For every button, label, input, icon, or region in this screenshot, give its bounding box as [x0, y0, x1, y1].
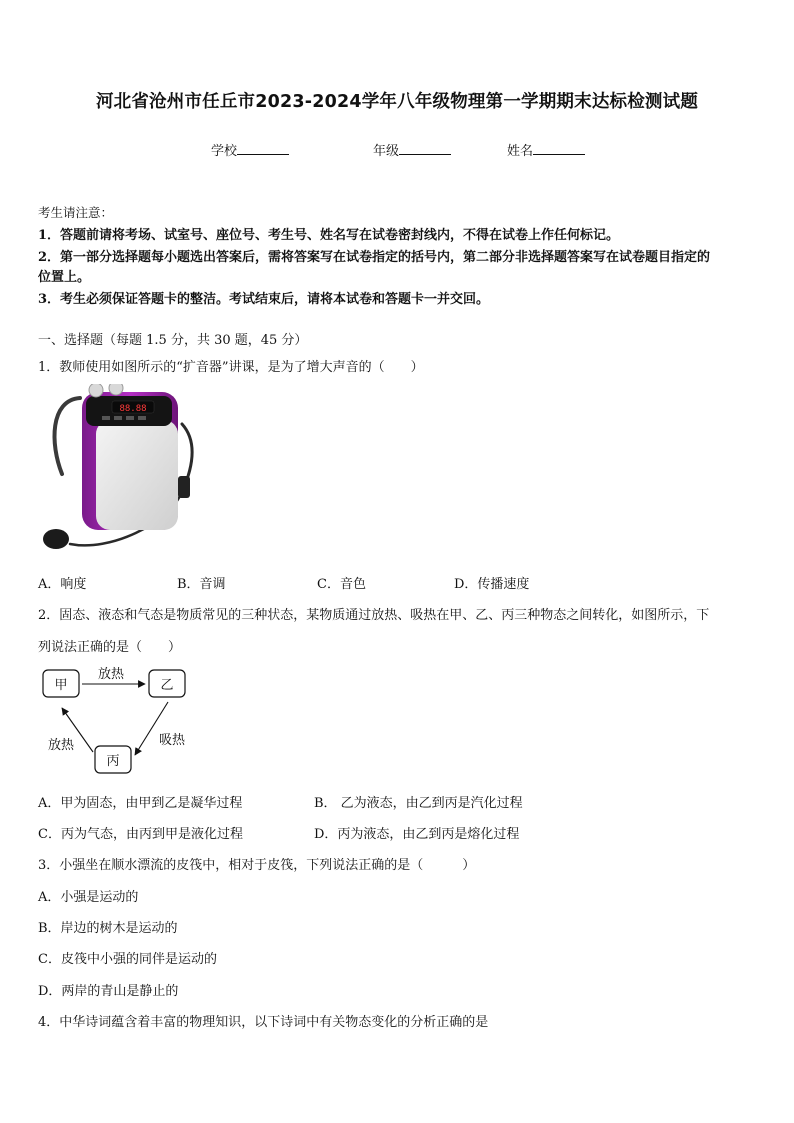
- device-display-readout: 88.88: [119, 404, 147, 414]
- school-blank[interactable]: [237, 141, 289, 155]
- q1-option-a[interactable]: A．响度: [38, 577, 87, 592]
- arrow-ab-label: 放热: [97, 667, 125, 682]
- notice-heading: 考生请注意：: [38, 205, 114, 220]
- q1-option-d[interactable]: D．传播速度: [454, 577, 530, 592]
- q3-option-b[interactable]: B．岸边的树木是运动的: [38, 921, 178, 936]
- q3-option-c[interactable]: C．皮筏中小强的同伴是运动的: [38, 952, 217, 967]
- q2-option-b[interactable]: B． 乙为液态，由乙到丙是汽化过程: [314, 796, 523, 811]
- q2-option-d[interactable]: D．丙为液态，由乙到丙是熔化过程: [314, 827, 520, 842]
- notice-item-3: 3．考生必须保证答题卡的整洁。考试结束后，请将本试卷和答题卡一并交回。: [38, 292, 490, 307]
- q3-stem: 3．小强坐在顺水漂流的皮筏中，相对于皮筏，下列说法正确的是（ ）: [38, 858, 476, 873]
- school-label: 学校: [211, 144, 238, 159]
- q4-stem: 4．中华诗词蕴含着丰富的物理知识，以下诗词中有关物态变化的分析正确的是: [38, 1015, 489, 1030]
- q3-option-d[interactable]: D．两岸的青山是静止的: [38, 984, 179, 999]
- notice-item-2: 2．第一部分选择题每小题选出答案后，需将答案写在试卷指定的括号内，第二部分非选择题答案写在试卷题目指定的: [38, 250, 711, 265]
- arrow-ca-label: 放热: [47, 738, 75, 753]
- name-field: [507, 140, 585, 159]
- node-a-label: 甲: [54, 678, 68, 693]
- arrow-bc-label: 吸热: [158, 733, 186, 748]
- node-c-label: 丙: [106, 754, 120, 769]
- grade-blank[interactable]: [399, 141, 451, 155]
- grade-label: 年级: [373, 144, 400, 159]
- notice-item-2-cont: 位置上。: [38, 270, 91, 285]
- grade-field: [373, 140, 451, 159]
- loudspeaker-image: [40, 384, 200, 556]
- section-heading: 一、选择题（每题 1.5 分，共 30 题，45 分）: [38, 333, 308, 348]
- name-blank[interactable]: [533, 141, 585, 155]
- node-b-label: 乙: [160, 678, 174, 693]
- q1-option-c[interactable]: C．音色: [317, 577, 366, 592]
- school-field: [211, 140, 289, 159]
- q1-stem: 1．教师使用如图所示的“扩音器”讲课，是为了增大声音的（ ）: [38, 360, 424, 375]
- q2-option-a[interactable]: A．甲为固态，由甲到乙是凝华过程: [38, 796, 243, 811]
- name-label: 姓名: [507, 144, 534, 159]
- q1-option-b[interactable]: B．音调: [177, 577, 226, 592]
- q2-stem-line1: 2．固态、液态和气态是物质常见的三种状态，某物质通过放热、吸热在甲、乙、丙三种物态之间转化，如图所示，下: [38, 608, 710, 623]
- page-title: 河北省沧州市任丘市2023-2024学年八年级物理第一学期期末达标检测试题: [95, 92, 699, 112]
- state-change-diagram: [38, 662, 198, 780]
- q3-option-a[interactable]: A．小强是运动的: [38, 890, 139, 905]
- notice-item-1: 1．答题前请将考场、试室号、座位号、考生号、姓名写在试卷密封线内，不得在试卷上作任何标记。: [38, 228, 620, 243]
- q2-option-c[interactable]: C．丙为气态，由丙到甲是液化过程: [38, 827, 243, 842]
- q2-stem-line2: 列说法正确的是（ ）: [38, 640, 182, 655]
